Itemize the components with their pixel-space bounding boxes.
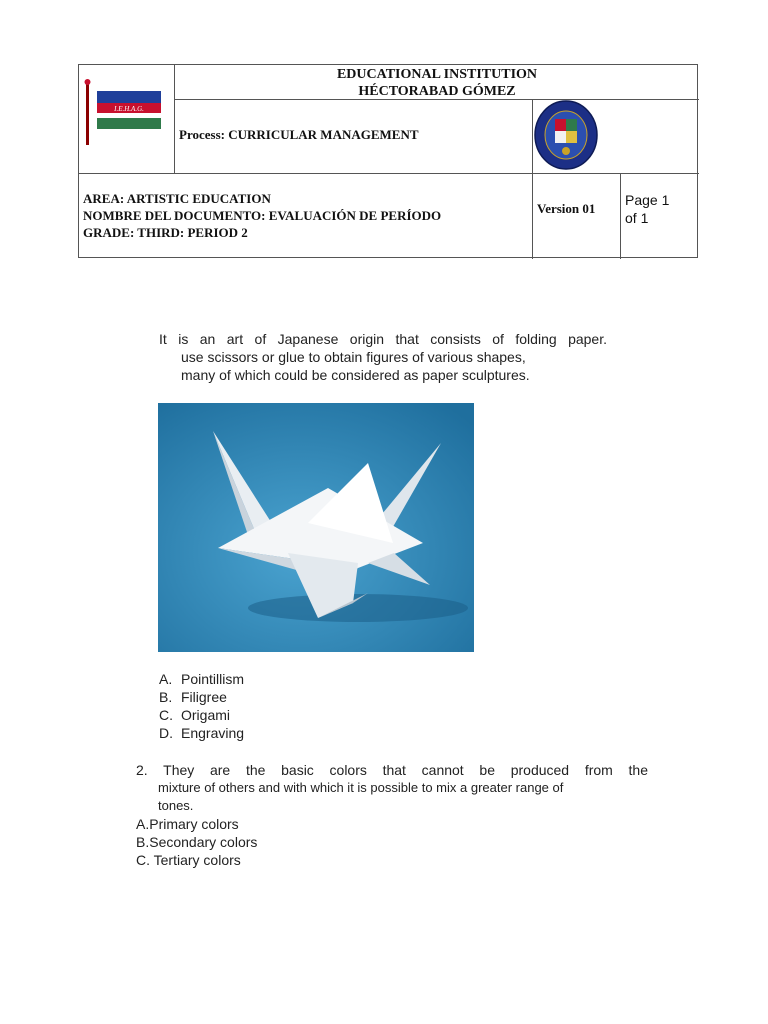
page-number-line2: of 1 — [625, 210, 649, 226]
option-text: Filigree — [181, 689, 227, 705]
question2-text-line2: mixture of others and with which it is possible to mix a greater range of — [158, 780, 564, 795]
question1-text-line2: use scissors or glue to obtain figures of various shapes, — [181, 349, 526, 365]
document-name-label: NOMBRE DEL DOCUMENTO: EVALUACIÓN DE PERÍODO — [83, 208, 442, 223]
svg-text:I.E.H.A.G.: I.E.H.A.G. — [114, 105, 144, 113]
page-number-line1: Page 1 — [625, 192, 670, 208]
header-divider — [620, 173, 621, 259]
question1-option-a[interactable] — [159, 671, 244, 687]
option-text: Origami — [181, 707, 231, 723]
header-divider — [79, 173, 699, 174]
grade-label: GRADE: THIRD: PERIOD 2 — [83, 225, 248, 240]
document-info — [83, 190, 441, 241]
institution-seal-logo — [533, 99, 599, 171]
option-letter: A. — [159, 671, 173, 687]
option-letter: C. — [159, 707, 173, 723]
area-label: AREA: ARTISTIC EDUCATION — [83, 191, 271, 206]
institution-name — [175, 65, 699, 99]
document-header-table — [78, 64, 698, 258]
question1-text-line1: It is an art of Japanese origin that consists of folding paper. — [159, 331, 607, 347]
version-label: Version 01 — [537, 201, 596, 216]
question1-option-c[interactable] — [159, 707, 230, 723]
process-label: Process: CURRICULAR MANAGEMENT — [179, 127, 419, 142]
question1-text-line3: many of which could be considered as paper sculptures. — [181, 367, 530, 383]
institution-name-line2: HÉCTORABAD GÓMEZ — [358, 84, 516, 99]
question2-option-b[interactable]: B.Secondary colors — [136, 834, 258, 850]
question2-option-c[interactable]: C. Tertiary colors — [136, 852, 241, 868]
option-letter: D. — [159, 725, 173, 741]
option-letter: B. — [159, 689, 173, 705]
institution-flag-logo — [83, 79, 163, 147]
question1-option-d[interactable] — [159, 725, 244, 741]
option-text: Pointillism — [181, 671, 245, 687]
page-number — [625, 191, 669, 227]
institution-name-line1: EDUCATIONAL INSTITUTION — [336, 67, 538, 82]
question2-text-line1: 2. They are the basic colors that cannot be produced from the — [136, 762, 648, 778]
origami-crane-photo — [158, 403, 474, 652]
option-text: Engraving — [181, 725, 245, 741]
question2-option-a[interactable]: A.Primary colors — [136, 816, 239, 832]
question1-option-b[interactable] — [159, 689, 227, 705]
question2-text-line3: tones. — [158, 798, 194, 813]
